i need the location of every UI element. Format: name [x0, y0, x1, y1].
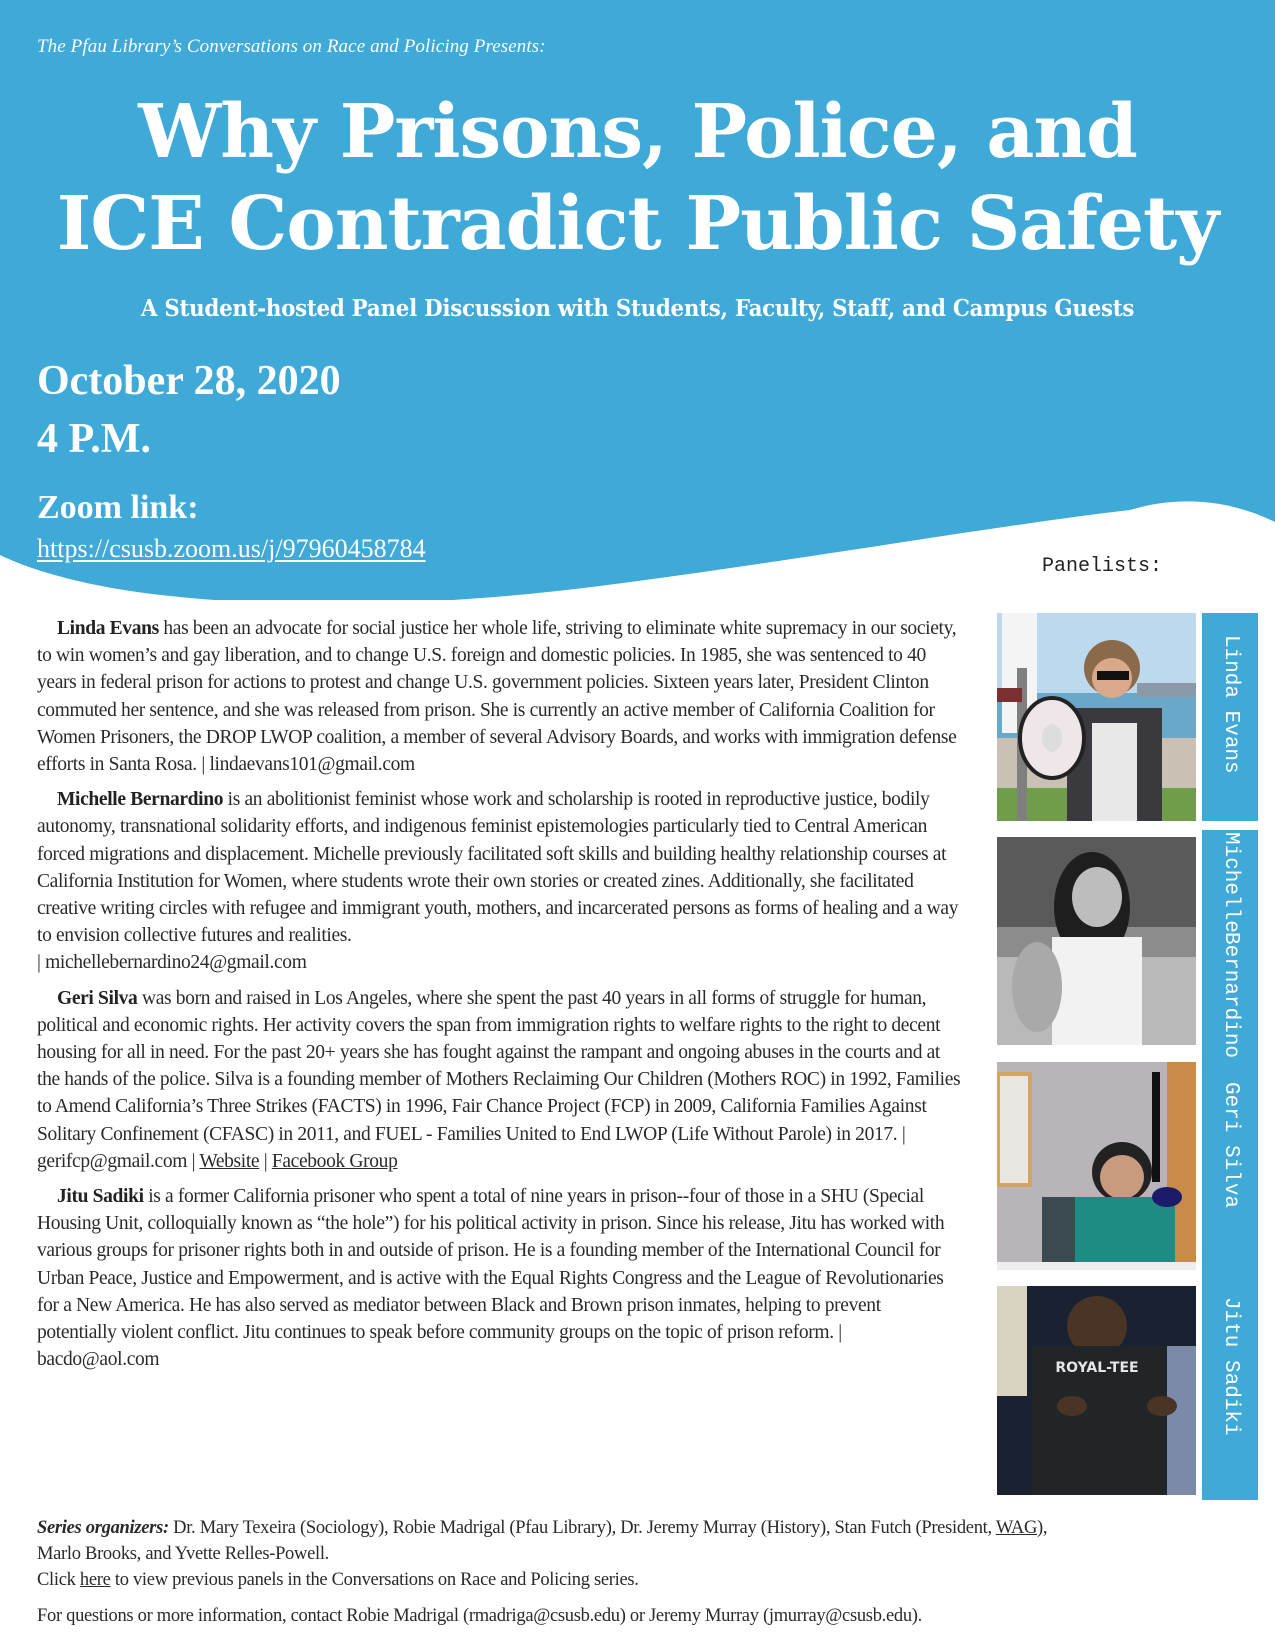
- panelist-bios: [37, 615, 962, 1381]
- title-line-2: ICE Contradict Public Safety: [56, 181, 1219, 267]
- bio-michelle-bernardino: [37, 786, 962, 976]
- previous-panels-line: [37, 1567, 1257, 1593]
- email: gerifcp@gmail.com: [37, 1150, 188, 1172]
- name-bar-line-1: Michelle: [1219, 831, 1242, 933]
- organizers-text: Dr. Mary Texeira (Sociology), Robie Madrigal (Pfau Library), Dr. Jeremy Murray (History), Stan Futch (President,: [168, 1518, 996, 1538]
- previous-panels-link[interactable]: here: [79, 1570, 111, 1590]
- click-prefix: Click: [37, 1570, 80, 1590]
- email-separator: |: [37, 952, 46, 974]
- organizers-text-end: ),: [1037, 1518, 1048, 1538]
- name-bar-geri-silva: [1202, 1060, 1258, 1275]
- separator: |: [259, 1150, 272, 1172]
- separator: |: [187, 1150, 200, 1172]
- bio-jitu-sadiki: [37, 1183, 962, 1373]
- event-date: October 28, 2020: [37, 358, 341, 404]
- bio-text: was born and raised in Los Angeles, where she spent the past 40 years in all forms of struggle for human, political and economic rights. Her activity covers the span from immigration rights to welfare rights to the right to decent housing for all in need. For the past 20+ years she has fought against the rampant and ongoing abuses in the courts and at the hands of the police. Silva is a founding member of Mothers Reclaiming Our Children (Mothers ROC) in 1992, Families to Amend California’s Three Strikes (FACTS) in 1996, Fair Chance Project (FCP) in 2009, California Families Against Solitary Confinement (CFASC) in 2011, and FUEL - Families United to End LWOP (Life Without Parole) in 2017. |: [37, 987, 961, 1145]
- website-link[interactable]: Website: [199, 1150, 260, 1172]
- organizers-line: [37, 1515, 1257, 1541]
- series-presents-line: The Pfau Library’s Conversations on Race and Policing Presents:: [37, 36, 546, 57]
- event-time: 4 P.M.: [37, 416, 151, 462]
- photo-jitu-sadiki: [997, 1286, 1196, 1495]
- panelists-heading: Panelists:: [1042, 555, 1163, 578]
- wag-link[interactable]: WAG: [995, 1518, 1038, 1538]
- bio-text: has been an advocate for social justice her whole life, striving to eliminate white supremacy in our society, to win women’s and gay liberation, and to change U.S. foreign and domestic policies. In 1985, she was sentenced to 40 years in federal prison for actions to protest and change U.S. government policies. Sixteen years later, President Clinton commuted her sentence, and she was released from prison. She is currently an active member of California Coalition for Women Prisoners, the DROP LWOP coalition, a member of several Advisory Boards, and works with immigration defense efforts in Santa Rosa. |: [37, 618, 957, 776]
- footer: [37, 1515, 1257, 1629]
- contact-line: For questions or more information, contact Robie Madrigal (rmadriga@csusb.edu) or Jeremy Murray (jmurray@csusb.edu).: [37, 1606, 922, 1626]
- zoom-meeting-link[interactable]: https://csusb.zoom.us/j/97960458784: [37, 534, 426, 563]
- organizers-label: Series organizers:: [37, 1518, 169, 1538]
- bio-text: is a former California prisoner who spent a total of nine years in prison--four of those in a SHU (Special Housing Unit, colloquially known as “the hole”) for his political activity in prison. Since his release, Jitu has worked with various groups for prisoner rights both in and outside of prison. He is a founding member of the International Council for Urban Peace, Justice and Empowerment, and is active with the Equal Rights Congress and the League of Revolutionaries for a New America. He has also served as mediator between Black and Brown prison inmates, helping to prevent potentially violent conflict. Jitu continues to speak before community groups on the topic of prison reform. |: [37, 1186, 945, 1344]
- photo-geri-silva: [997, 1062, 1196, 1270]
- title-line-1: Why Prisons, Police, and: [138, 89, 1137, 175]
- email: bacdo@aol.com: [37, 1349, 160, 1371]
- bio-linda-evans: [37, 615, 962, 778]
- name-bar-jitu-sadiki: [1202, 1275, 1258, 1500]
- name-bar-linda-evans: [1202, 613, 1258, 821]
- name-bar-label: Jitu Sadiki: [1219, 1297, 1242, 1436]
- shirt-text: ROYAL-TEE: [1055, 1360, 1139, 1376]
- zoom-link-label: Zoom link:: [37, 489, 199, 526]
- name-bar-label: Geri Silva: [1219, 1082, 1242, 1209]
- bio-text: is an abolitionist feminist whose work and scholarship is rooted in reproductive justice, bodily autonomy, transnational solidarity efforts, and indigenous feminist epistemologies particularly tied to Central American forced migrations and displacement. Michelle previously facilitated soft skills and building healthy relationship courses at California Institution for Women, where students wrote their own stories or created zines. Additionally, she facilitated creative writing circles with refugee and immigrant youth, mothers, and incarcerated persons as forms of healing and a way to envision collective futures and realities.: [37, 789, 959, 947]
- panelist-name: Michelle Bernardino: [57, 789, 224, 811]
- bio-geri-silva: [37, 985, 962, 1175]
- organizers-line-2: Marlo Brooks, and Yvette Relles-Powell.: [37, 1544, 329, 1564]
- panelist-name: Geri Silva: [57, 987, 138, 1009]
- email: lindaevans101@gmail.com: [209, 754, 415, 776]
- facebook-group-link[interactable]: Facebook Group: [271, 1150, 398, 1172]
- photo-michelle-bernardino: [997, 837, 1196, 1045]
- name-bar-michelle-bernardino: [1202, 830, 1258, 1060]
- name-bar-label: Linda Evans: [1219, 635, 1242, 774]
- event-subtitle: A Student-hosted Panel Discussion with Students, Faculty, Staff, and Campus Guests: [140, 295, 1135, 322]
- event-title: [0, 86, 1275, 270]
- panelist-name: Jitu Sadiki: [57, 1186, 144, 1208]
- panelist-name: Linda Evans: [57, 618, 159, 639]
- name-bar-label: [1202, 830, 1258, 1060]
- name-bar-line-2: Bernardino: [1219, 932, 1242, 1059]
- photo-linda-evans: [997, 613, 1196, 821]
- email: michellebernardino24@gmail.com: [45, 952, 307, 974]
- click-suffix: to view previous panels in the Conversations on Race and Policing series.: [110, 1570, 639, 1590]
